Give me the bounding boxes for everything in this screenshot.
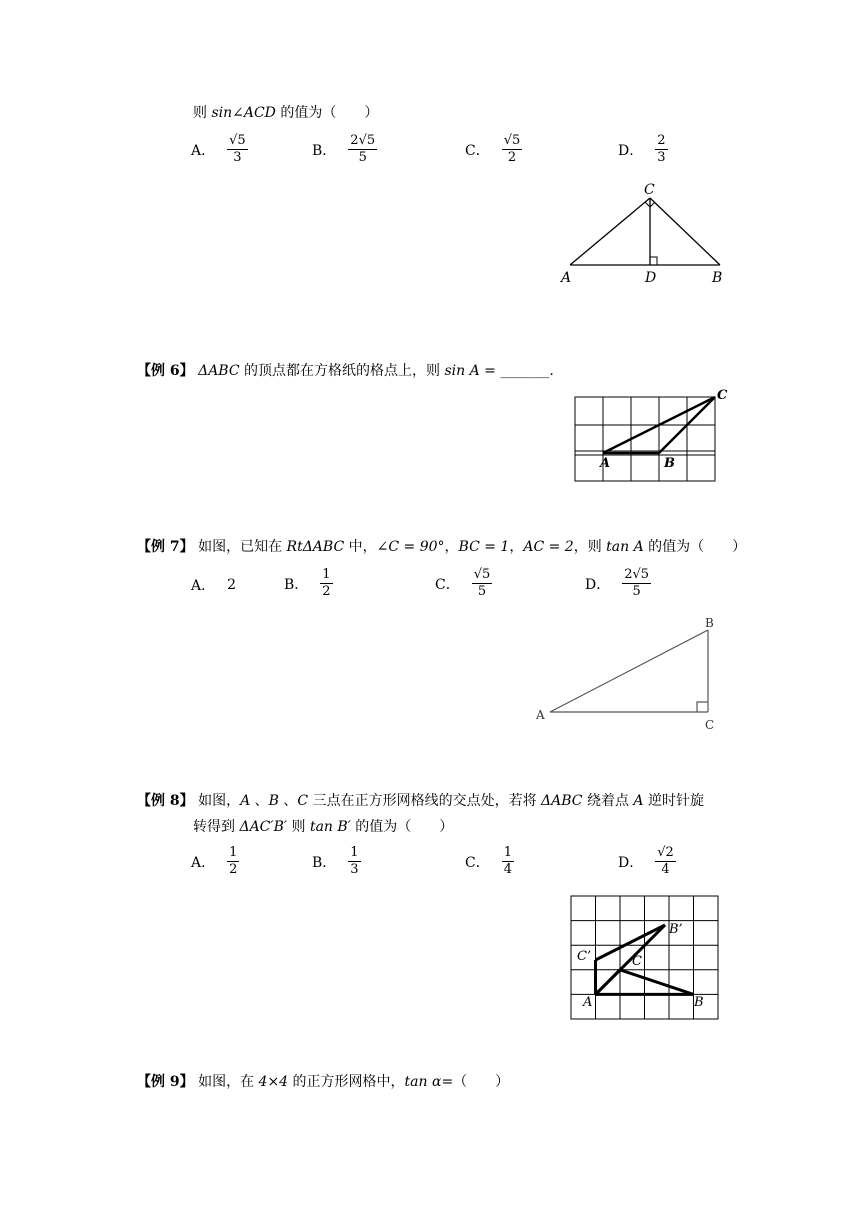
q8-segment-bc <box>620 970 694 995</box>
q7-option-d-fraction: $\frac{2√5}{5}$ <box>624 567 650 599</box>
q5-option-a: A． $\frac{√5}{3}$ <box>191 133 246 165</box>
q7-option-b: B． $\frac{1}{2}$ <box>284 567 331 599</box>
q8-stem-line2: 转得到 ΔAC′B′ 则 tan B′ 的值为（ ） <box>193 819 454 835</box>
q8-option-b-fraction: $\frac{1}{3}$ <box>350 845 359 877</box>
q6-figure-grid <box>570 385 735 485</box>
q5-option-b: B． $\frac{2√5}{5}$ <box>312 133 376 165</box>
q7-option-a: A． 2 <box>191 577 237 594</box>
q8-option-d-fraction: $\frac{√2}{4}$ <box>657 845 674 877</box>
q9-stem: 【例 9】 如图，在 4×4 的正方形网格中，tan α=（ ） <box>137 1074 510 1090</box>
q8-label-c: C <box>632 954 642 969</box>
q7-option-c: C． $\frac{√5}{5}$ <box>435 567 491 599</box>
q6-tag: 【例 6】 <box>137 363 194 379</box>
q8-option-d: D． $\frac{√2}{4}$ <box>618 845 674 877</box>
q6-stem: 【例 6】 ΔABC 的顶点都在方格纸的格点上，则 sin A = _______. <box>137 363 554 379</box>
q5-label-b: B <box>712 270 723 286</box>
q8-option-c-fraction: $\frac{1}{4}$ <box>503 845 512 877</box>
q5-label-d: D <box>645 270 657 286</box>
q8-option-c: C． $\frac{1}{4}$ <box>465 845 512 877</box>
q8-label-b-prime: B’ <box>669 922 683 937</box>
q5-option-c: C． $\frac{√5}{2}$ <box>465 133 521 165</box>
q7-label-c: C <box>705 718 715 732</box>
q7-option-d: D． $\frac{2√5}{5}$ <box>585 567 650 599</box>
q6-label-c: C <box>717 388 728 403</box>
q8-label-c-prime: C’ <box>577 949 592 964</box>
q8-figure-grid <box>565 892 730 1027</box>
q7-stem: 【例 7】 如图，已知在 RtΔABC 中，∠C = 90°，BC = 1，AC = 2，则 tan A 的值为（ ） <box>137 539 747 555</box>
q8-label-b: B <box>694 995 704 1010</box>
q7-tag: 【例 7】 <box>137 539 194 555</box>
q5-option-b-fraction: $\frac{2√5}{5}$ <box>350 133 376 165</box>
q6-label-a: A <box>600 456 611 471</box>
q7-option-c-fraction: $\frac{√5}{5}$ <box>473 567 491 599</box>
q5-right-angle-d <box>650 257 657 265</box>
q9-tag: 【例 9】 <box>137 1074 194 1090</box>
q5-stem: 则 sin∠ACD 的值为（ ） <box>193 105 379 121</box>
q5-option-d: D． $\frac{2}{3}$ <box>618 133 666 165</box>
q7-right-angle-c <box>697 702 708 712</box>
q5-figure-triangle <box>555 180 735 290</box>
q7-figure-triangle <box>530 612 730 737</box>
q5-option-d-fraction: $\frac{2}{3}$ <box>657 133 666 165</box>
q5-segment-ac <box>570 198 650 265</box>
q8-label-a: A <box>583 995 593 1010</box>
q5-label-c: C <box>644 182 655 198</box>
q8-option-a: A． $\frac{1}{2}$ <box>191 845 238 877</box>
q8-option-a-fraction: $\frac{1}{2}$ <box>229 845 238 877</box>
q7-label-b: B <box>705 616 714 630</box>
q5-option-c-fraction: $\frac{√5}{2}$ <box>503 133 521 165</box>
q8-option-b: B． $\frac{1}{3}$ <box>312 845 359 877</box>
q5-option-a-fraction: $\frac{√5}{3}$ <box>229 133 246 165</box>
q7-segment-ab <box>550 630 708 712</box>
q8-stem-line1: 【例 8】 如图，A 、B 、C 三点在正方形网格线的交点处，若将 ΔABC 绕着点 A 逆时针旋 <box>137 793 704 809</box>
q8-tag: 【例 8】 <box>137 793 194 809</box>
q5-label-a: A <box>561 270 572 286</box>
q8-segment-c-prime-b-prime <box>596 925 666 960</box>
q7-label-a: A <box>536 708 545 722</box>
q6-label-b: B <box>664 456 675 471</box>
q8-segment-ab-prime <box>596 925 666 994</box>
q7-option-b-fraction: $\frac{1}{2}$ <box>322 567 331 599</box>
q5-segment-bc <box>650 198 720 265</box>
